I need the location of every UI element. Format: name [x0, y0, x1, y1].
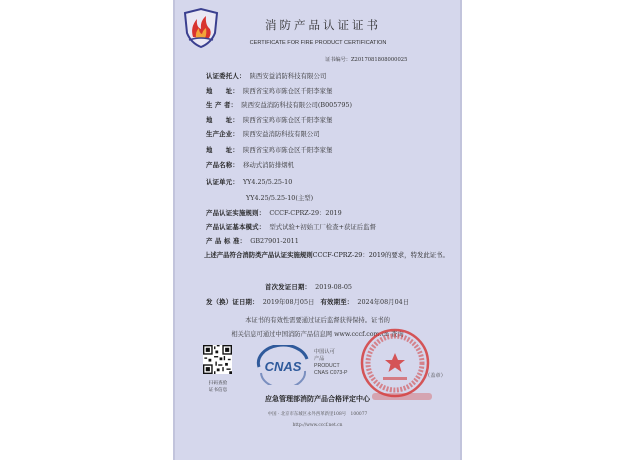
certificate-title-en: CERTIFICATE FOR FIRE PRODUCT CERTIFICATION	[249, 40, 387, 46]
field-value: 陕西省宝鸡市陈仓区千阳李家堡	[242, 87, 333, 95]
field-value: CCCF-CPRZ-29：2019	[269, 209, 342, 217]
compliance-statement	[204, 249, 449, 261]
qr-code-icon[interactable]	[203, 345, 232, 374]
first-issue-label: 首次发证日期：	[265, 283, 312, 291]
first-issue-date	[265, 282, 352, 291]
field-manufacturer	[206, 100, 352, 109]
cnas-logo-text: CNAS	[264, 359, 302, 374]
first-issue-value: 2019-08-05	[315, 283, 352, 291]
qr-caption-line-2: 证书信息	[208, 388, 228, 393]
official-seal-icon	[359, 327, 431, 399]
field-product-name	[206, 160, 294, 169]
cnas-line: 中国认可	[314, 349, 335, 355]
qr-caption	[198, 380, 238, 394]
field-label: 地 址：	[206, 116, 239, 124]
field-applicant	[206, 71, 326, 80]
validity-note-1: 本证书的有效性需要通过证后监督获得保持。证书的	[245, 317, 390, 324]
field-label: 认证委托人：	[206, 72, 246, 80]
certificate-number-value: Z2017081808000025	[350, 57, 408, 63]
issue-label: 发（换）证日期：	[206, 298, 259, 306]
compliance-bold: 上述产品符合消防类产品认证实施规则	[204, 251, 313, 259]
issue-value: 2019年08月05日	[262, 298, 315, 306]
field-value: 陕西安益消防科技有限公司	[242, 130, 320, 138]
field-value: 陕西省宝鸡市陈仓区千阳李家堡	[242, 116, 333, 124]
certificate-number	[325, 56, 407, 63]
compliance-rest: CCCF-CPRZ-29：2019的要求，特发此证书。	[312, 251, 449, 259]
paper-edge-right	[460, 0, 462, 460]
field-mode	[206, 222, 376, 231]
field-standard	[206, 236, 299, 245]
field-label: 认证单元：	[206, 178, 239, 186]
issue-expire-dates	[206, 297, 409, 306]
footer-address: 中国 · 北京市东城区永外西革新里108号 100077	[267, 412, 368, 417]
field-label: 产品认证实施规则：	[206, 209, 266, 217]
footer-url[interactable]: http://www.cccf.net.cn	[292, 423, 343, 428]
field-label: 生产企业：	[206, 130, 239, 138]
issuing-authority: 应急管理部消防产品合格评定中心	[265, 394, 370, 403]
field-manufacturer-address	[206, 115, 332, 124]
field-cert-unit-main: YY4.25/5.25-10(主型)	[246, 194, 314, 202]
cnas-line: PRODUCT	[314, 363, 340, 369]
cnas-logo-icon	[255, 345, 311, 385]
field-applicant-address	[206, 86, 332, 95]
cnas-accreditation-text	[314, 349, 347, 377]
certificate-number-label: 证书编号：	[325, 57, 351, 63]
field-label: 产 品 标 准：	[206, 237, 247, 245]
validity-note-2: 相关信息可通过中国消防产品信息网 www.cccf.com.cn 查询	[231, 331, 404, 338]
field-rules	[206, 208, 342, 217]
field-label: 地 址：	[206, 146, 239, 154]
field-value: GB27901-2011	[250, 237, 299, 245]
field-factory-address	[206, 145, 332, 154]
certificate-title: 消防产品认证证书	[265, 18, 381, 32]
expire-label: 有效期至：	[320, 298, 354, 306]
field-value: 型式试验+初始工厂检查+获证后监督	[269, 223, 376, 231]
field-factory	[206, 129, 320, 138]
paper-edge-left	[173, 0, 175, 460]
field-label: 产品名称：	[206, 161, 239, 169]
field-label: 产品认证基本模式：	[206, 223, 266, 231]
field-value: 陕西安益消防科技有限公司	[249, 72, 327, 80]
field-cert-unit	[206, 177, 292, 186]
cnas-line: 产品	[314, 356, 325, 362]
certificate-paper	[173, 0, 462, 460]
cnas-line: CNAS C073-P	[314, 370, 348, 376]
field-label: 生 产 者：	[206, 101, 238, 109]
field-value: 移动式消防排烟机	[242, 161, 295, 169]
field-value: YY4.25/5.25-10	[242, 178, 293, 186]
field-label: 地 址：	[206, 87, 239, 95]
field-value: 陕西安益消防科技有限公司(B005795)	[241, 101, 352, 109]
field-value: 陕西省宝鸡市陈仓区千阳李家堡	[242, 146, 333, 154]
expire-value: 2024年08月04日	[357, 298, 410, 306]
qr-caption-line-1: 扫码查验	[208, 381, 228, 386]
seal-note: （盖章）	[425, 373, 446, 379]
